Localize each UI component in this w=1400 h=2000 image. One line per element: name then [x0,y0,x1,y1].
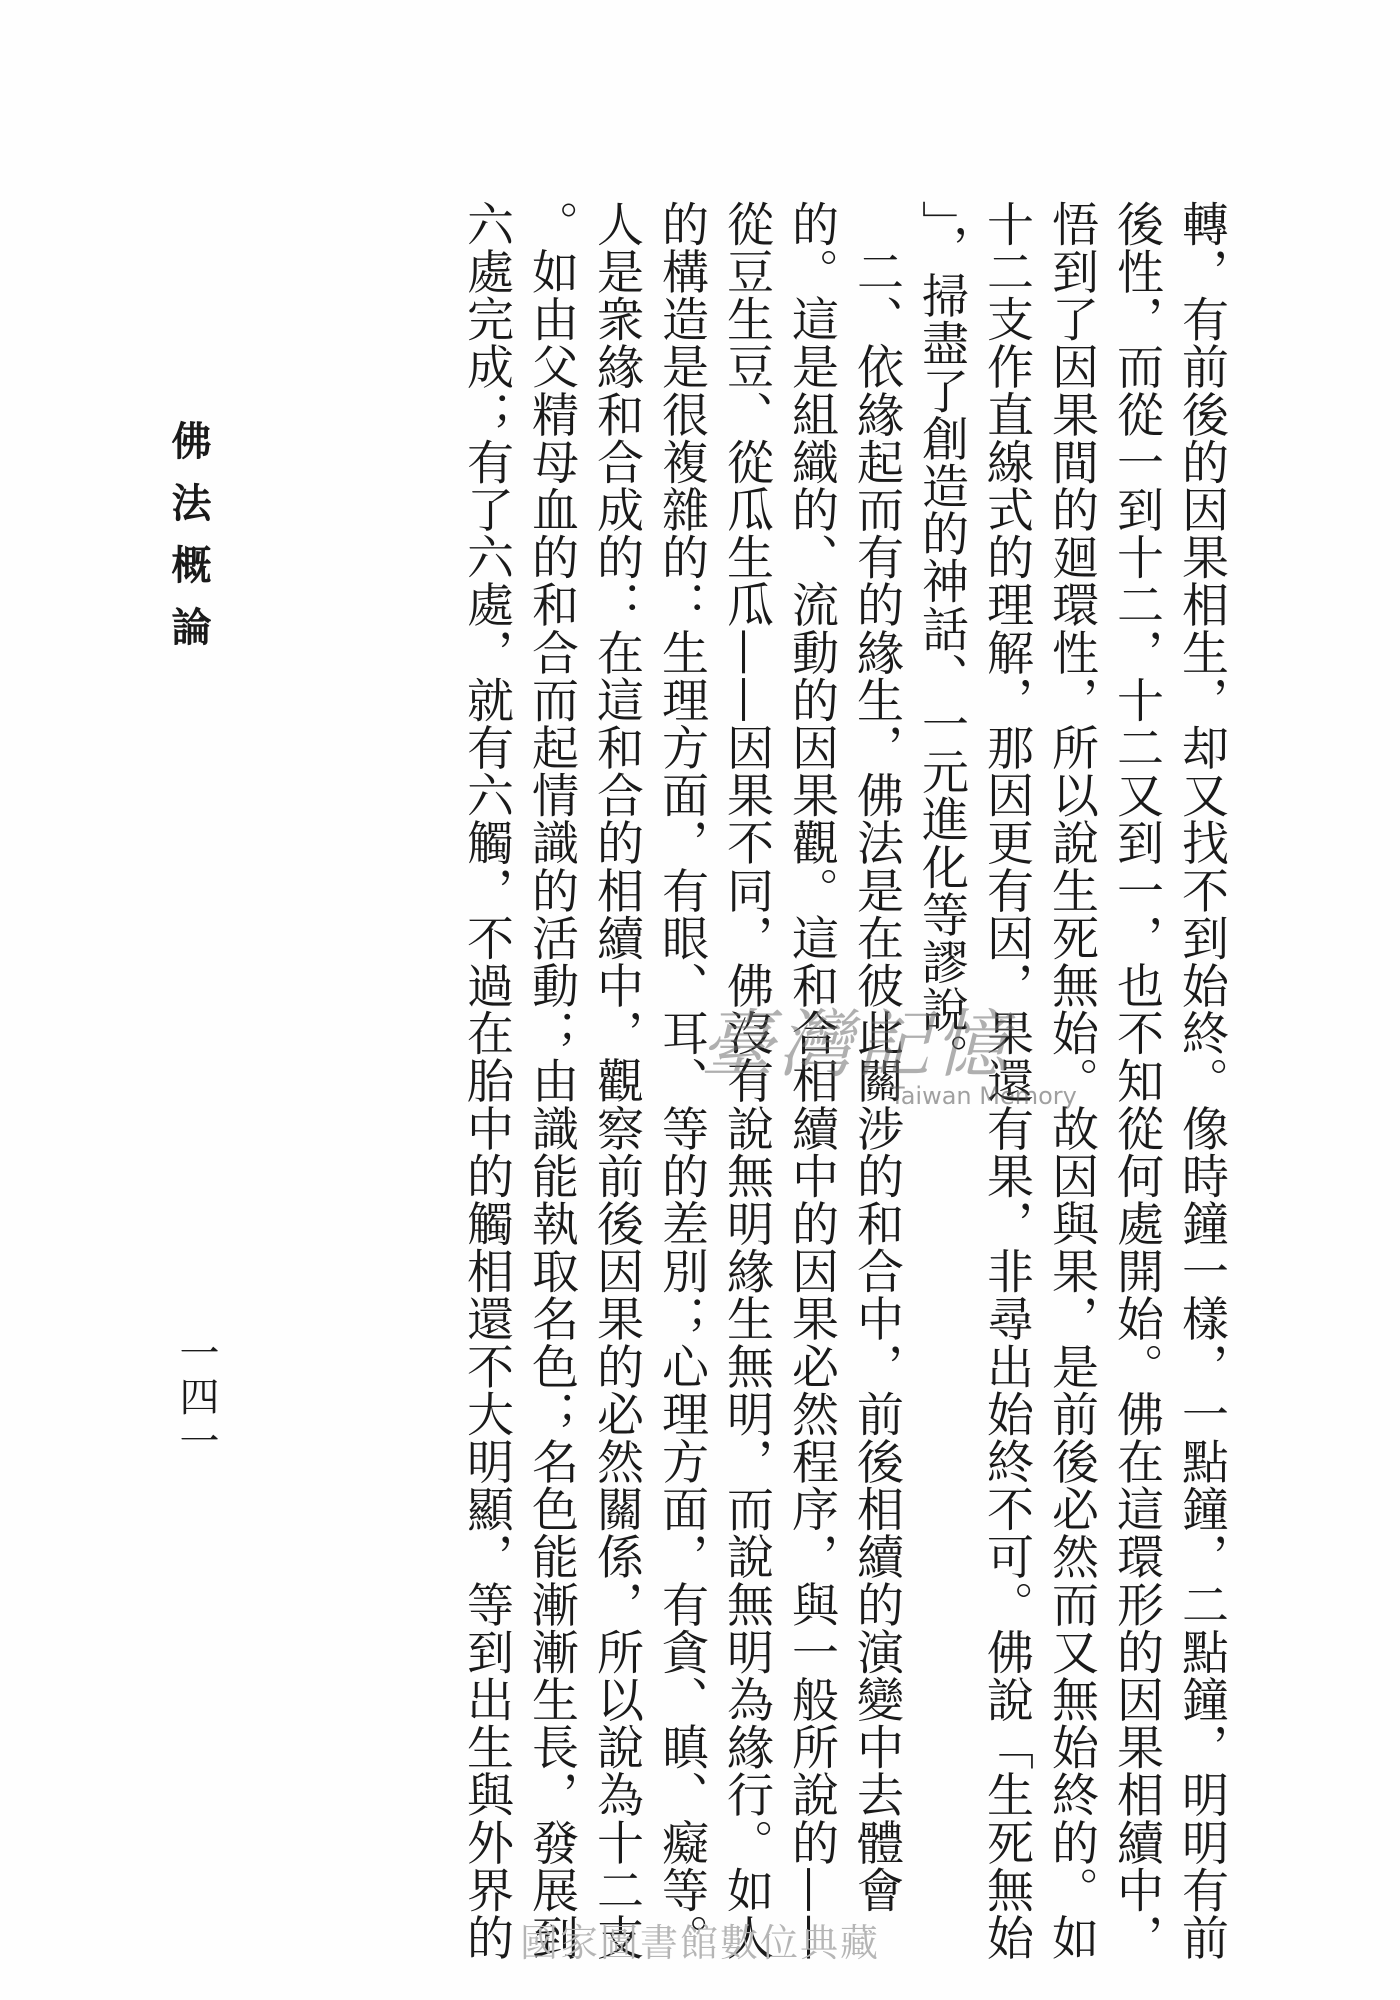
page-number: 一四一 [173,1332,219,1464]
text-line-7: 的。這是組織的、流動的因果觀。這和合相續中的因果必然程序，與一般所說的—— [784,200,839,1962]
running-head: 佛法概論 [165,420,212,668]
watermark-logo-text: 臺灣記憶 [700,1002,1012,1088]
text-line-8: 從豆生豆、從瓜生瓜——因果不同，佛沒有說無明緣生無明，而說無明為緣行。如人 [719,200,774,1962]
text-line-4: 十二支作直線式的理解，那因更有因，果還有果，非尋出始終不可。佛說「生死無始 [979,200,1034,1962]
text-line-3: 悟到了因果間的廻環性，所以說生死無始。故因與果，是前後必然而又無始終的。如 [1044,200,1099,1962]
text-line-9: 的構造是很複雜的：生理方面，有眼、耳、等的差別；心理方面，有貪、瞋、癡等。 [654,200,709,1962]
watermark-logo [700,1000,1077,1130]
text-line-1: 轉，有前後的因果相生，却又找不到始終。像時鐘一樣，一點鐘，二點鐘，明明有前 [1174,200,1229,1962]
text-line-10: 人是衆緣和合成的：在這和合的相續中，觀察前後因果的必然關係，所以說為十二支 [589,200,644,1962]
text-line-2: 後性，而從一到十二，十二又到一，也不知從何處開始。佛在這環形的因果相續中， [1109,200,1164,1962]
text-line-11: 。如由父精母血的和合而起情識的活動；由識能執取名色；名色能漸漸生長，發展到 [524,200,579,1962]
text-line-6: 二、依緣起而有的緣生，佛法是在彼此關涉的和合中，前後相續的演變中去體會 [849,200,904,1914]
footer-credit: 國家圖書館數位典藏 [519,1921,880,1965]
text-line-12: 六處完成；有了六處，就有六觸，不過在胎中的觸相還不大明顯，等到出生與外界的 [459,200,514,1962]
text-line-5: 」，掃盡了創造的神話、一元進化等謬說。 [914,200,969,1081]
watermark-subtitle: Taiwan Memory [890,1082,1077,1110]
